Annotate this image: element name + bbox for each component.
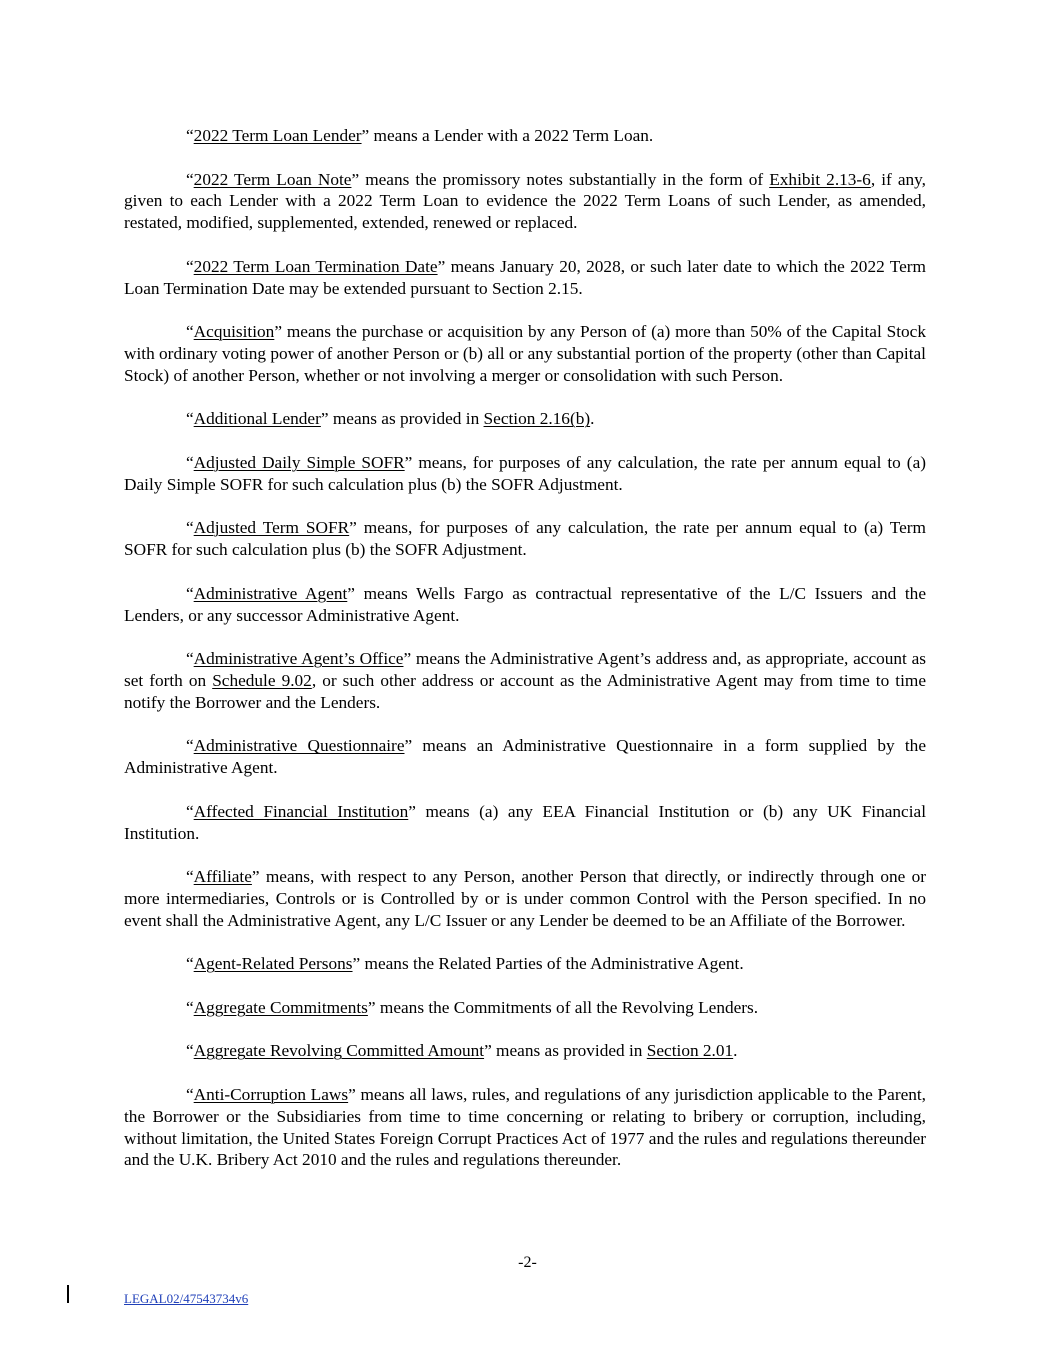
- definition-paragraph: “Affected Financial Institution” means (a) any EEA Financial Institution or (b) any UK Financial Institution.: [124, 801, 926, 843]
- definition-paragraph: “Administrative Agent” means Wells Fargo as contractual representative of the L/C Issuers and the Lenders, or any successor Administrative Agent.: [124, 583, 926, 625]
- definition-text: means, with respect to any Person, another Person that directly, or indirectly through one or more intermediaries, Controls or is Controlled by or is under common Control with the Person specified. In no event shall the Administrative Agent, any L/C Issuer or any Lender be deemed to be an Affiliate of the Borrower.: [124, 867, 926, 930]
- definitions-list: [124, 125, 926, 1193]
- defined-term: Aggregate Revolving Committed Amount: [193, 1041, 485, 1061]
- defined-term: Anti-Corruption Laws: [193, 1085, 349, 1105]
- defined-term: Affiliate: [193, 867, 252, 887]
- defined-term: Administrative Agent’s Office: [193, 649, 404, 669]
- definition-paragraph: “Affiliate” means, with respect to any Person, another Person that directly, or indirectly through one or more intermediaries, Controls or is Controlled by or is under common Control with the Person specified. In no event shall the Administrative Agent, any L/C Issuer or any Lender be deemed to be an Affiliate of the Borrower.: [124, 867, 926, 930]
- definition-text: .: [733, 1041, 738, 1061]
- defined-term: 2022 Term Loan Lender: [193, 126, 362, 145]
- definition-paragraph: “Anti-Corruption Laws” means all laws, rules, and regulations of any jurisdiction applicable to the Parent, the Borrower or the Subsidiaries from time to time concerning or relating to bribery or corruption, including, without limitation, the United States Foreign Corrupt Practices Act of 1977 and the rules and regulations thereunder and the U.K. Bribery Act 2010 and the rules and regulations thereunder.: [124, 1085, 926, 1170]
- definition-text: means all laws, rules, and regulations of any jurisdiction applicable to the Parent, the Borrower or the Subsidiaries from time to time concerning or relating to bribery or corruption, including, without limitation, the United States Foreign Corrupt Practices Act of 1977 and the rules and regulations thereunder and the U.K. Bribery Act 2010 and the rules and regulations thereunder.: [124, 1085, 926, 1170]
- defined-term: Administrative Questionnaire: [193, 736, 405, 756]
- definition-paragraph: “Aggregate Commitments” means the Commitments of all the Revolving Lenders.: [186, 997, 759, 1017]
- definition-paragraph: “2022 Term Loan Lender” means a Lender with a 2022 Term Loan.: [186, 126, 654, 145]
- defined-term: Acquisition: [193, 322, 275, 342]
- definition-text: means, for purposes of any calculation, the rate per annum equal to (a) Daily Simple SOFR for such calculation plus (b) the SOFR Adjustment.: [124, 452, 926, 494]
- definition-paragraph: “Administrative Questionnaire” means an Administrative Questionnaire in a form supplied by the Administrative Agent.: [124, 736, 926, 778]
- definition-text: means January 20, 2028, or such later date to which the 2022 Term Loan Termination Date may be extended pursuant to Section 2.15.: [124, 256, 926, 298]
- cross-reference: Schedule 9.02: [212, 670, 312, 690]
- definition-paragraph: “Administrative Agent’s Office” means the Administrative Agent’s address and, as appropriate, account as set forth on Schedule 9.02, or such other address or account as the Administrative Agent may from time to time notify the Borrower and the Lenders.: [124, 649, 926, 712]
- footer-document-id[interactable]: LEGAL02/47543734v6: [124, 1291, 249, 1306]
- definition-text: means as provided in: [328, 409, 484, 429]
- definition-paragraph: “Adjusted Term SOFR” means, for purposes of any calculation, the rate per annum equal to (a) Term SOFR for such calculation plus (b) the SOFR Adjustment.: [124, 518, 926, 560]
- definition-text: means Wells Fargo as contractual representative of the L/C Issuers and the Lenders, or any successor Administrative Agent.: [124, 583, 926, 625]
- definition-text: means, for purposes of any calculation, the rate per annum equal to (a) Term SOFR for such calculation plus (b) the SOFR Adjustment.: [124, 518, 926, 560]
- defined-term: 2022 Term Loan Termination Date: [193, 256, 438, 276]
- definition-paragraph: “Aggregate Revolving Committed Amount” means as provided in Section 2.01.: [186, 1041, 738, 1061]
- definition-paragraph: “Agent-Related Persons” means the Related Parties of the Administrative Agent.: [186, 954, 744, 974]
- cross-reference: Section 2.01: [646, 1041, 734, 1061]
- definition-text: .: [590, 409, 595, 429]
- defined-term: Administrative Agent: [193, 583, 348, 603]
- definition-text: , or such other address or account as the Administrative Agent may from time to time notify the Borrower and the Lenders.: [124, 670, 926, 712]
- definition-text: means the purchase or acquisition by any Person of (a) more than 50% of the Capital Stock with ordinary voting power of another Person or (b) all or any substantial portion of the property (other than Capital Stock) of another Person, whether or not involving a merger or consolidation with such Person.: [124, 322, 926, 385]
- cross-reference: Exhibit 2.13-6: [769, 169, 871, 189]
- definition-text: means (a) any EEA Financial Institution or (b) any UK Financial Institution.: [124, 801, 926, 843]
- definition-text: means as provided in: [491, 1041, 647, 1061]
- page-number: -2-: [518, 1254, 537, 1271]
- defined-term: 2022 Term Loan Note: [193, 169, 352, 189]
- definition-paragraph: “Acquisition” means the purchase or acquisition by any Person of (a) more than 50% of the Capital Stock with ordinary voting power of another Person or (b) all or any substantial portion of the property (other than Capital Stock) of another Person, whether or not involving a merger or consolidation with such Person.: [124, 322, 926, 385]
- defined-term: Aggregate Commitments: [193, 997, 368, 1017]
- change-bar: [67, 1285, 69, 1303]
- definition-text: means an Administrative Questionnaire in a form supplied by the Administrative Agent.: [124, 736, 926, 778]
- definition-paragraph: “Adjusted Daily Simple SOFR” means, for purposes of any calculation, the rate per annum equal to (a) Daily Simple SOFR for such calculation plus (b) the SOFR Adjustment.: [124, 452, 926, 494]
- definition-text: means the promissory notes substantially in the form of: [359, 169, 770, 189]
- defined-term: Affected Financial Institution: [193, 801, 409, 821]
- definition-text: , if any, given to each Lender with a 2022 Term Loan to evidence the 2022 Term Loans of such Lender, as amended, restated, modified, supplemented, extended, renewed or replaced.: [124, 169, 926, 233]
- definition-paragraph: “Additional Lender” means as provided in Section 2.16(b).: [186, 409, 595, 429]
- definition-paragraph: “2022 Term Loan Note” means the promissory notes substantially in the form of Exhibit 2.13-6, if any, given to each Lender with a 2022 Term Loan to evidence the 2022 Term Loans of such Lender, as amended, restated, modified, supplemented, extended, renewed or replaced.: [124, 169, 926, 233]
- defined-term: Adjusted Daily Simple SOFR: [193, 452, 405, 472]
- definition-text: means the Related Parties of the Administrative Agent.: [360, 954, 744, 974]
- cross-reference: Section 2.16(b): [483, 409, 591, 429]
- definition-text: means a Lender with a 2022 Term Loan.: [369, 126, 654, 145]
- defined-term: Adjusted Term SOFR: [193, 518, 350, 538]
- defined-term: Agent-Related Persons: [193, 954, 353, 974]
- definition-text: means the Commitments of all the Revolving Lenders.: [375, 997, 759, 1017]
- definition-paragraph: “2022 Term Loan Termination Date” means January 20, 2028, or such later date to which the 2022 Term Loan Termination Date may be extended pursuant to Section 2.15.: [124, 256, 926, 298]
- defined-term: Additional Lender: [193, 409, 321, 429]
- definition-text: means the Administrative Agent’s address and, as appropriate, account as set forth on: [124, 649, 926, 690]
